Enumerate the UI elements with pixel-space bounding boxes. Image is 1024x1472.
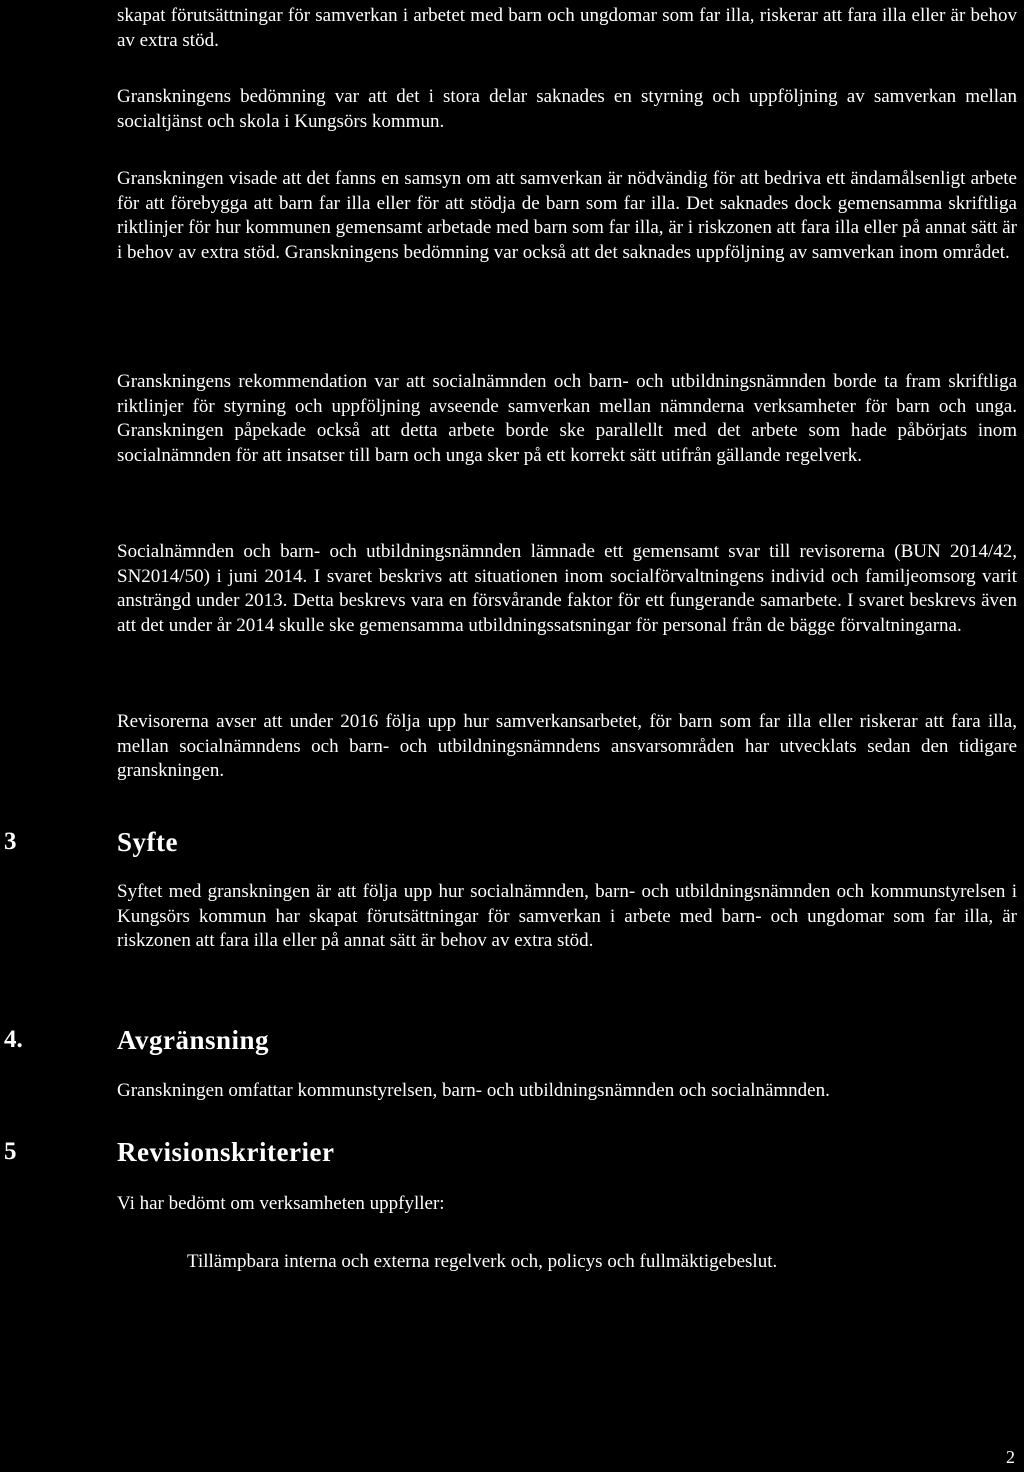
section-heading: Syfte xyxy=(117,827,178,857)
paragraph-findings: Granskningen visade att det fanns en samsyn om att samverkan är nödvändig för att bedriva ett ändamålsenligt arbete för att förebygga att barn far illa eller för att stödja de barn som far illa. Det saknades dock gemensamma skriftliga riktlinjer för hur kommunen gemensamt arbetade med barn som far illa, är i riskzonen att fara illa eller på annat sätt är i behov av extra stöd. Granskningens bedömning var också att det saknades uppföljning av samverkan inom området. xyxy=(117,168,1017,263)
paragraph-recommendation: Granskningens rekommendation var att socialnämnden och barn- och utbildningsnämnden borde ta fram skriftliga riktlinjer för styrning och uppföljning avseende samverkan mellan nämnderna verksamheter för barn och unga. Granskningen påpekade också att detta arbete borde ske parallellt med det arbete som hade påbörjats inom socialnämnden för att insatser till barn och unga sker på ett korrekt sätt utifrån gällande regelverk. xyxy=(117,371,1017,466)
section-heading: Revisionskriterier xyxy=(117,1137,335,1167)
paragraph-assessment: Granskningens bedömning var att det i stora delar saknades en styrning och uppföljning av samverkan mellan socialtjänst och skola i Kungsörs kommun. xyxy=(117,86,1017,132)
section-number: 3 xyxy=(4,828,17,855)
section-body: Syftet med granskningen är att följa upp hur socialnämnden, barn- och utbildningsnämnden och kommunstyrelsen i Kungsörs kommun har skapat förutsättningar för samverkan i arbete med barn- och ungdomar som far illa, är riskzonen att fara illa eller på annat sätt är behov av extra stöd. xyxy=(117,881,1017,951)
section-heading: Avgränsning xyxy=(117,1025,270,1055)
section-body: Vi har bedömt om verksamheten uppfyller: xyxy=(117,1193,445,1214)
paragraph-response: Socialnämnden och barn- och utbildningsnämnden lämnade ett gemensamt svar till revisorerna (BUN 2014/42, SN2014/50) i juni 2014. I svaret beskrivs att situationen inom socialförvaltningens individ och familjeomsorg varit ansträngd under 2013. Detta beskrevs vara en försvårande faktor för ett fungerande samarbete. I svaret beskrevs även att det under år 2014 skulle ske gemensamma utbildningssatsningar för personal från de bägge förvaltningarna. xyxy=(117,541,1017,636)
criteria-list-item: Tillämpbara interna och externa regelverk och, policys och fullmäktigebeslut. xyxy=(187,1251,778,1272)
page-number: 2 xyxy=(1006,1447,1015,1467)
section-number: 5 xyxy=(4,1138,17,1165)
paragraph-follow-up-plan: Revisorerna avser att under 2016 följa upp hur samverkansarbetet, för barn som far illa eller riskerar att fara illa, mellan socialnämndens och barn- och utbildningsnämndens ansvarsområden har utvecklats sedan den tidigare granskningen. xyxy=(117,711,1017,781)
section-body: Granskningen omfattar kommunstyrelsen, barn- och utbildningsnämnden och socialnämnden. xyxy=(117,1080,830,1101)
section-number: 4. xyxy=(4,1026,23,1053)
paragraph-intro-continuation: skapat förutsättningar för samverkan i arbetet med barn och ungdomar som far illa, riskerar att fara illa eller är behov av extra stöd. xyxy=(117,5,1017,51)
